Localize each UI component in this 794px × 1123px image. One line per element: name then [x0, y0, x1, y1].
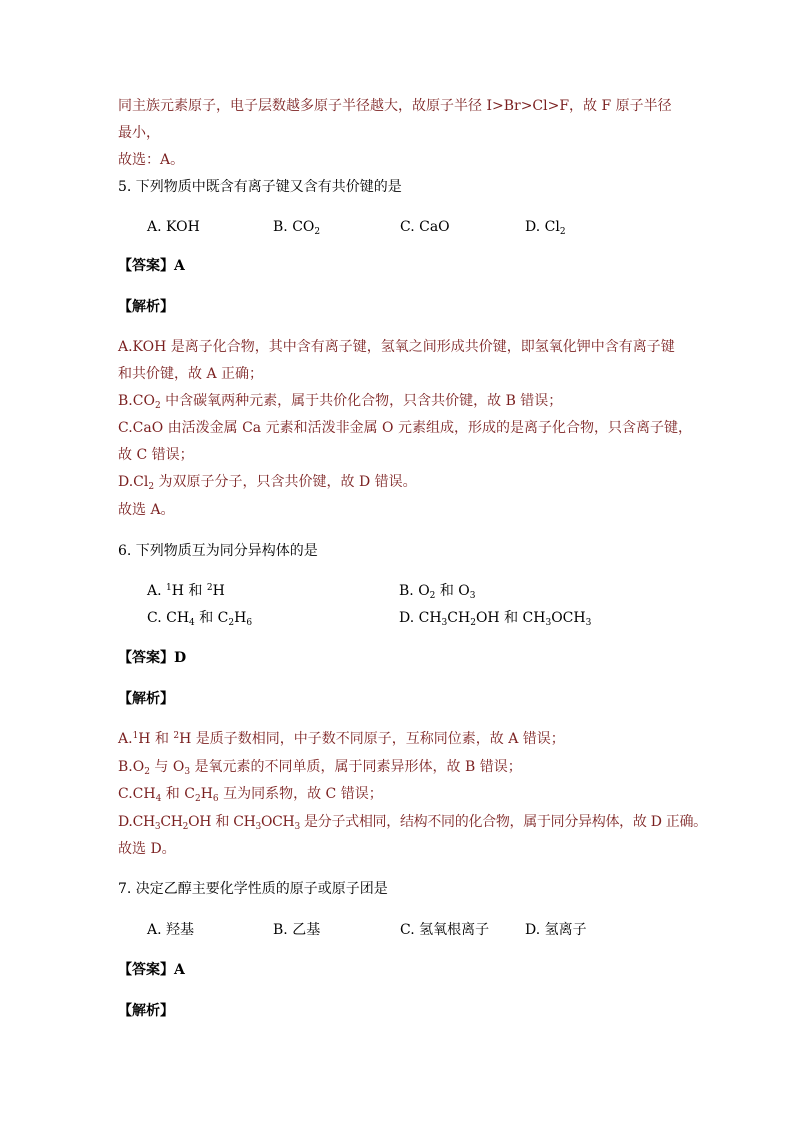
q7-option-c: C. 氢氧根离子	[400, 922, 490, 938]
q6-option-a: A. $^1$H 和 $^2$H	[147, 583, 225, 599]
q5-analysis-choice: 故选 A。	[118, 502, 175, 518]
q7-answer: 【答案】A	[118, 962, 185, 978]
q5-answer: 【答案】A	[118, 258, 185, 274]
q5-stem: 5. 下列物质中既含有离子键又含有共价键的是	[118, 179, 402, 195]
q6-analysis-choice: 故选 D。	[118, 841, 176, 857]
q5-option-d: D. $Cl_2$	[525, 219, 566, 237]
q5-option-b: B. $CO_2$	[273, 219, 321, 237]
q7-stem: 7. 决定乙醇主要化学性质的原子或原子团是	[118, 881, 388, 897]
q5-analysis-b: $B.CO_2$ 中含碳氧两种元素，属于共价化合物，只含共价键，故 B 错误；	[118, 393, 563, 411]
q5-analysis-a1: A.KOH 是离子化合物，其中含有离子键，氢氧之间形成共价键，即氢氧化钾中含有离子键	[118, 339, 675, 355]
q6-answer: 【答案】D	[118, 650, 187, 666]
q5-analysis-a2: 和共价键，故 A 正确；	[118, 366, 264, 382]
q6-option-c: C. $CH_4$ 和 $C_2H_6$	[147, 610, 253, 628]
q6-analysis-label: 【解析】	[118, 691, 174, 707]
q5-analysis-c2: 故 C 错误；	[118, 447, 194, 463]
q5-analysis-d: $D.Cl_2$ 为双原子分子，只含共价键，故 D 错误。	[118, 474, 417, 492]
q5-option-a: A. KOH	[147, 219, 200, 235]
intro-line-2: 最小，	[118, 125, 160, 141]
q5-option-c: C. CaO	[400, 219, 450, 235]
q5-analysis-label: 【解析】	[118, 299, 174, 315]
q7-option-b: B. 乙基	[273, 922, 321, 938]
q7-option-d: D. 氢离子	[525, 922, 587, 938]
q6-analysis-c: $C.CH_4$ 和 $C_2H_6$ 互为同系物，故 C 错误；	[118, 786, 383, 804]
q6-analysis-b: $B.O_2$ 与 $O_3$ 是氧元素的不同单质，属于同素异形体，故 B 错误；	[118, 759, 522, 777]
q5-analysis-c1: C.CaO 由活泼金属 Ca 元素和活泼非金属 O 元素组成，形成的是离子化合物，只含离子键，	[118, 420, 692, 436]
q6-analysis-a: A.$^1$H 和 $^2$H 是质子数相同，中子数不同原子，互称同位素，故 A 错误；	[118, 731, 565, 747]
q7-analysis-label: 【解析】	[118, 1003, 174, 1019]
intro-choice: 故选：A。	[118, 152, 185, 168]
intro-line-1: 同主族元素原子，电子层数越多原子半径越大，故原子半径 I>Br>Cl>F，故 F 原子半径	[118, 98, 672, 114]
q6-option-d: D. $CH_3CH_2OH$ 和 $CH_3OCH_3$	[399, 610, 592, 628]
q6-analysis-d: $D.CH_3CH_2OH$ 和 $CH_3OCH_3$ 是分子式相同，结构不同的化合物，属于同分异构体，故 D 正确。	[118, 814, 707, 832]
q6-option-b: B. $O_2$ 和 $O_3$	[399, 583, 476, 601]
q6-stem: 6. 下列物质互为同分异构体的是	[118, 543, 318, 559]
q7-option-a: A. 羟基	[147, 922, 195, 938]
